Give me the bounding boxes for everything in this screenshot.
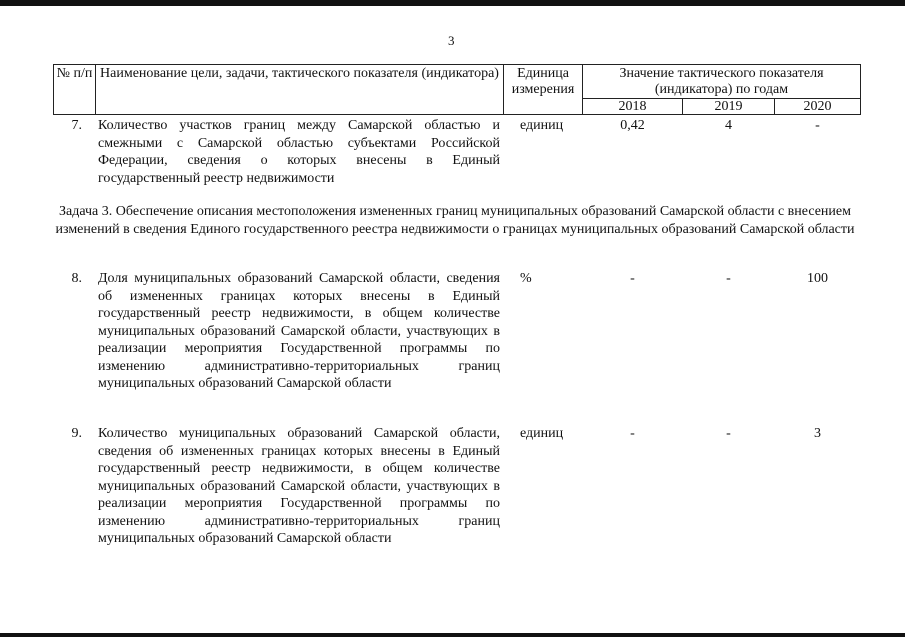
row-value-2018: - bbox=[630, 271, 635, 286]
row-unit: единиц bbox=[520, 426, 564, 441]
row-number: 7. bbox=[71, 118, 82, 133]
row-value-2019: - bbox=[726, 271, 731, 286]
row-unit: единиц bbox=[520, 118, 564, 133]
row-value-2018: - bbox=[630, 426, 635, 441]
row-indicator-name: Доля муниципальных образований Самарской области, сведения об измененных границах которых внесены в Единый государственный реестр недвижимости, в общем количестве муниципальных образований Самарской области, участвующих в реализации мероприятия Государственной программы по изменению административно-территориальных границ муниципальных образований Самарской области bbox=[98, 271, 500, 391]
header-values-title: Значение тактического показателя (индикатора) по годам bbox=[582, 64, 861, 99]
row-value-2020: 3 bbox=[814, 426, 821, 441]
header-year-2020: 2020 bbox=[774, 98, 861, 115]
task-heading: Задача 3. Обеспечение описания местоположения измененных границ муниципальных образований Самарской области с внесением изменений в сведения Единого государственного реестра недвижимости о границах муниципальных образований Самарской области bbox=[55, 204, 855, 237]
row-number: 9. bbox=[71, 426, 82, 441]
header-year-2018: 2018 bbox=[582, 98, 683, 115]
row-unit: % bbox=[520, 271, 532, 286]
row-value-2020: - bbox=[815, 118, 820, 133]
bottom-border-line bbox=[0, 633, 905, 637]
top-border-line bbox=[0, 0, 905, 6]
header-number-column: № п/п bbox=[53, 64, 96, 115]
header-year-2019: 2019 bbox=[682, 98, 775, 115]
row-value-2018: 0,42 bbox=[620, 118, 645, 133]
row-indicator-name: Количество участков границ между Самарской областью и смежными с Самарской областью субъектами Российской Федерации, сведения о которых внесены в Единый государственный реестр недвижимости bbox=[98, 118, 500, 186]
page-number: 3 bbox=[448, 33, 455, 48]
row-value-2020: 100 bbox=[807, 271, 828, 286]
row-value-2019: 4 bbox=[725, 118, 732, 133]
header-name-column: Наименование цели, задачи, тактического показателя (индикатора) bbox=[95, 64, 504, 115]
header-unit-column: Единица измерения bbox=[503, 64, 583, 115]
row-number: 8. bbox=[71, 271, 82, 286]
row-indicator-name: Количество муниципальных образований Самарской области, сведения об измененных границах которых внесены в Единый государственный реестр недвижимости, в общем количестве муниципальных образований Самарской области, участвующих в реализации мероприятия Государственной программы по изменению административно-территориальных границ муниципальных образований Самарской области bbox=[98, 426, 500, 546]
row-value-2019: - bbox=[726, 426, 731, 441]
